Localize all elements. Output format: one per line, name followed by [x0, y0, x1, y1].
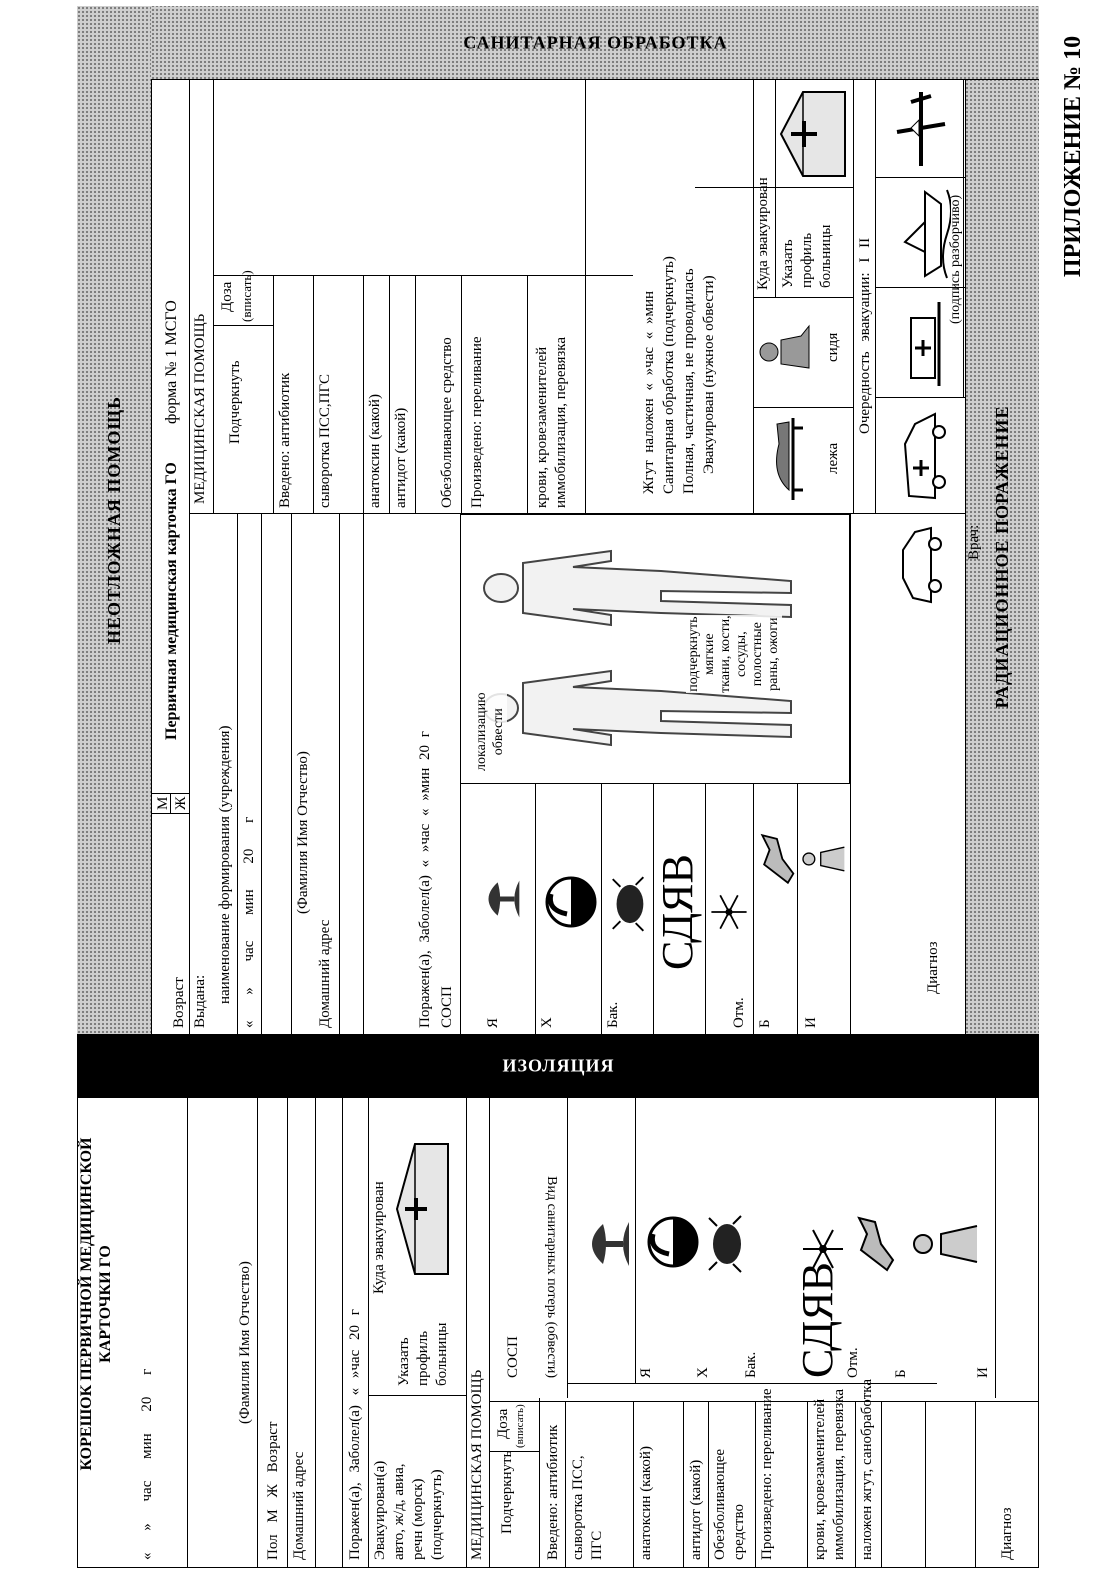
stub-row: сыворотка ПСС, ПГС [570, 1455, 605, 1560]
stub-row: антидот (какой) [688, 1459, 704, 1560]
stub-sex-age: Пол М Ж Возраст [265, 1421, 281, 1560]
stub-b: Б [893, 1369, 909, 1378]
burn-limb-icon [851, 1214, 897, 1274]
rule [995, 1098, 996, 1398]
airplane-icon [891, 86, 951, 172]
rule [342, 1098, 343, 1568]
card-hospital-profile: Указать профиль больницы [780, 224, 834, 288]
rule [535, 784, 536, 1034]
stub-hospital-profile: Указать профиль больницы [396, 1322, 450, 1386]
rule [565, 1402, 566, 1568]
rule [683, 1402, 684, 1568]
rule [213, 325, 273, 326]
card-date-line: « » час мин 20 г [241, 816, 257, 1028]
stub-sosp: СОСП [505, 1336, 521, 1378]
body-silhouettes [461, 514, 850, 783]
card-row: Произведено: переливание [469, 336, 485, 508]
rule [925, 1402, 926, 1568]
rule [753, 297, 853, 298]
train-icon [891, 296, 951, 392]
rule [489, 1451, 539, 1452]
rule [567, 1098, 568, 1398]
injury-types-note: подчеркнуть мягкие ткани, кости, сосуды, полостные раны, ожоги [686, 615, 781, 693]
card-otm: Отм. [731, 997, 747, 1028]
rule [213, 275, 633, 276]
card-sitting: сидя [825, 332, 841, 362]
card-row: антидот (какой) [393, 407, 409, 508]
rule [850, 514, 851, 1034]
rule [695, 187, 853, 188]
rule [257, 1098, 258, 1568]
card-home-address: Домашний адрес [317, 919, 333, 1028]
ambulance-tent-icon [777, 86, 849, 182]
ambulance-tent-icon [393, 1134, 453, 1284]
rule [151, 80, 152, 1034]
body-diagram [460, 514, 850, 784]
card-sdyav: СДЯВ [653, 854, 702, 970]
card-i: И [803, 1017, 819, 1028]
rule [601, 784, 602, 1034]
rule [363, 514, 364, 1034]
stub-row: Обезболивающее средство [712, 1448, 747, 1560]
rule [875, 513, 965, 514]
card-kh: Х [539, 1017, 555, 1028]
appendix-title: ПРИЛОЖЕНИЕ № 10 [1060, 35, 1087, 277]
card-issued: Выдана: [192, 974, 208, 1028]
card-title: Первичная медицинская карточка ГО [163, 462, 180, 740]
stub-bak: Бак. [743, 1351, 759, 1378]
card-row: анатоксин (какой) [367, 394, 383, 508]
rule [527, 276, 528, 514]
rule [753, 784, 754, 1034]
card-diagnosis: Диагноз [925, 941, 941, 994]
rule [151, 79, 1039, 80]
card-injured: Поражен(а), Заболел(а) « »час « »мин 20 г [417, 731, 433, 1028]
card-zh: Ж [173, 796, 189, 810]
card-form: форма № 1 МСГО [163, 300, 180, 424]
stretcher-lying-icon [757, 414, 807, 504]
rule [775, 80, 776, 298]
stub-kh: Х [695, 1367, 711, 1378]
form-sheet [55, 0, 1055, 1574]
frostbite-snowflake-icon [709, 890, 749, 934]
rule [755, 1402, 756, 1568]
rule [875, 397, 965, 398]
card-fio-caption: (Фамилия Имя Отчество) [295, 751, 311, 914]
rule [753, 407, 853, 408]
rule [460, 784, 461, 1034]
stub-row: анатоксин (какой) [638, 1446, 654, 1560]
rule [797, 784, 798, 1034]
card-queue: Очередность эвакуации: I II [857, 237, 873, 434]
bacteria-bug-icon [607, 874, 651, 934]
rule [633, 1402, 634, 1568]
car-icon [891, 522, 951, 608]
nuclear-mushroom-icon [581, 1214, 633, 1274]
card-ya: Я [485, 1017, 501, 1028]
burn-limb-icon [755, 804, 797, 914]
rule [975, 1402, 976, 1568]
stub-losses-caption: Вид санитарных потерь (обвести) [544, 1176, 559, 1378]
rule [237, 514, 238, 1034]
card-lying: лежа [825, 442, 841, 474]
card-underline: Подчеркнуть [227, 360, 243, 444]
stub-underline: Подчеркнуть [499, 1450, 515, 1534]
rule [635, 1098, 636, 1384]
card-dose-sub: (вписать) [239, 270, 254, 322]
stub-evacuated: Эвакуирован(а) авто, ж/д, авиа, речн (морск) (подчеркнуть) [372, 1460, 445, 1560]
rule [875, 177, 965, 178]
stub-dose: Доза [495, 1408, 511, 1439]
sitting-person-icon [757, 318, 813, 388]
rule [489, 1098, 490, 1568]
rule [187, 1098, 188, 1568]
rule [567, 1383, 937, 1384]
stub-row: Произведено: переливание [759, 1388, 775, 1560]
rule [807, 1402, 808, 1568]
rule [315, 1098, 316, 1568]
stub-otm: Отм. [845, 1347, 861, 1378]
rule [461, 276, 462, 514]
card-signature: (подпись разборчиво) [948, 194, 963, 324]
card-m: М [155, 796, 171, 810]
frostbite-snowflake-icon [801, 1224, 845, 1274]
stub-row: крови, кровезаменителей иммобилизация, перевязка [812, 1389, 847, 1560]
rule [313, 276, 314, 514]
radiation-band: РАДИАЦИОННОЕ ПОРАЖЕНИЕ [965, 80, 1039, 1034]
injured-person-icon [801, 804, 847, 914]
ambulance-car-icon [891, 408, 951, 504]
stub-dose-sub: (вписать) [514, 1404, 526, 1448]
card-evacuated: Эвакуирован (нужное обвести) [701, 275, 717, 474]
stub-med-help: МЕДИЦИНСКАЯ ПОМОЩЬ [469, 1369, 485, 1560]
card-doctor-label: Врач: [966, 524, 982, 560]
urgent-help-band: НЕОТЛОЖНАЯ ПОМОЩЬ [77, 6, 151, 1034]
card-b: Б [757, 1019, 773, 1028]
rule [189, 513, 965, 514]
rule [875, 80, 876, 514]
card-dose: Доза [219, 281, 235, 312]
stub-diagnosis: Диагноз [999, 1507, 1015, 1560]
stub-sdyav: СДЯВ [793, 1262, 842, 1378]
rule [363, 276, 364, 514]
rule [189, 80, 190, 1034]
rule [339, 514, 340, 1034]
card-row: Обезболивающее средство [439, 337, 455, 508]
card-tourniquet: Жгут наложен « »час « »мин [641, 290, 657, 494]
stub-home-address: Домашний адрес [291, 1451, 307, 1560]
rotated-form [55, 0, 1055, 1574]
rule [368, 1098, 369, 1568]
rule [705, 784, 706, 1034]
rule [273, 276, 274, 514]
localization-note: локализацию обвести [474, 692, 506, 771]
stub-injured: Поражен(а), Заболел(а) « »час 20 г [347, 1309, 363, 1560]
stub-row: наложен жгут, санобработка [859, 1379, 875, 1560]
rule [291, 514, 292, 1034]
injured-person-icon [911, 1214, 981, 1274]
bacteria-bug-icon [703, 1214, 749, 1274]
rule [287, 1098, 288, 1568]
rule [466, 1098, 467, 1568]
rule [881, 1402, 882, 1568]
card-row: крови, кровезаменителей иммобилизация, перевязка [534, 337, 569, 508]
card-formation: наименование формирования (учреждения) [217, 725, 233, 1004]
stub-i: И [975, 1367, 991, 1378]
card-bak: Бак. [605, 1001, 621, 1028]
card-sosp: СОСП [439, 986, 455, 1028]
isolation-band: ИЗОЛЯЦИЯ [77, 1034, 1039, 1098]
rule [855, 1402, 856, 1568]
card-age: Возраст [171, 977, 187, 1028]
stub-title: КОРЕШОК ПЕРВИЧНОЙ МЕДИЦИНСКОЙ КАРТОЧКИ ГО [78, 1137, 114, 1471]
rule [368, 1395, 466, 1396]
chemical-drop-icon [643, 1210, 699, 1274]
stub-fio-caption: (Фамилия Имя Отчество) [237, 1261, 253, 1424]
card-med-help: МЕДИЦИНСКАЯ ПОМОЩЬ [192, 313, 208, 504]
rule [213, 80, 214, 514]
rule [853, 80, 854, 514]
rule [539, 1398, 540, 1568]
nuclear-mushroom-icon [475, 874, 527, 924]
rule [708, 1402, 709, 1568]
stub-ya: Я [638, 1367, 654, 1378]
card-row: сыворотка ПСС,ПГС [317, 374, 333, 508]
rule [389, 276, 390, 514]
rule [170, 794, 171, 814]
card-row: Введено: антибиотик [277, 372, 293, 508]
sanitary-band: САНИТАРНАЯ ОБРАБОТКА [151, 6, 1039, 80]
card-sanitary-opts: Полная, частичная, не проводилась [681, 268, 697, 494]
rule [261, 514, 262, 1034]
stub-row: Введено: антибиотик [545, 1424, 561, 1560]
chemical-drop-icon [541, 870, 597, 934]
card-where-evac: Куда эвакуирован [755, 177, 771, 290]
stub-date-line: « » час мин 20 г [139, 1368, 155, 1560]
boat-icon [891, 186, 951, 282]
rule [415, 276, 416, 514]
stub-where-evac: Куда эвакуирован [371, 1181, 387, 1294]
card-sanitary: Санитарная обработка (подчеркнуть) [661, 256, 677, 494]
rule [585, 80, 586, 514]
